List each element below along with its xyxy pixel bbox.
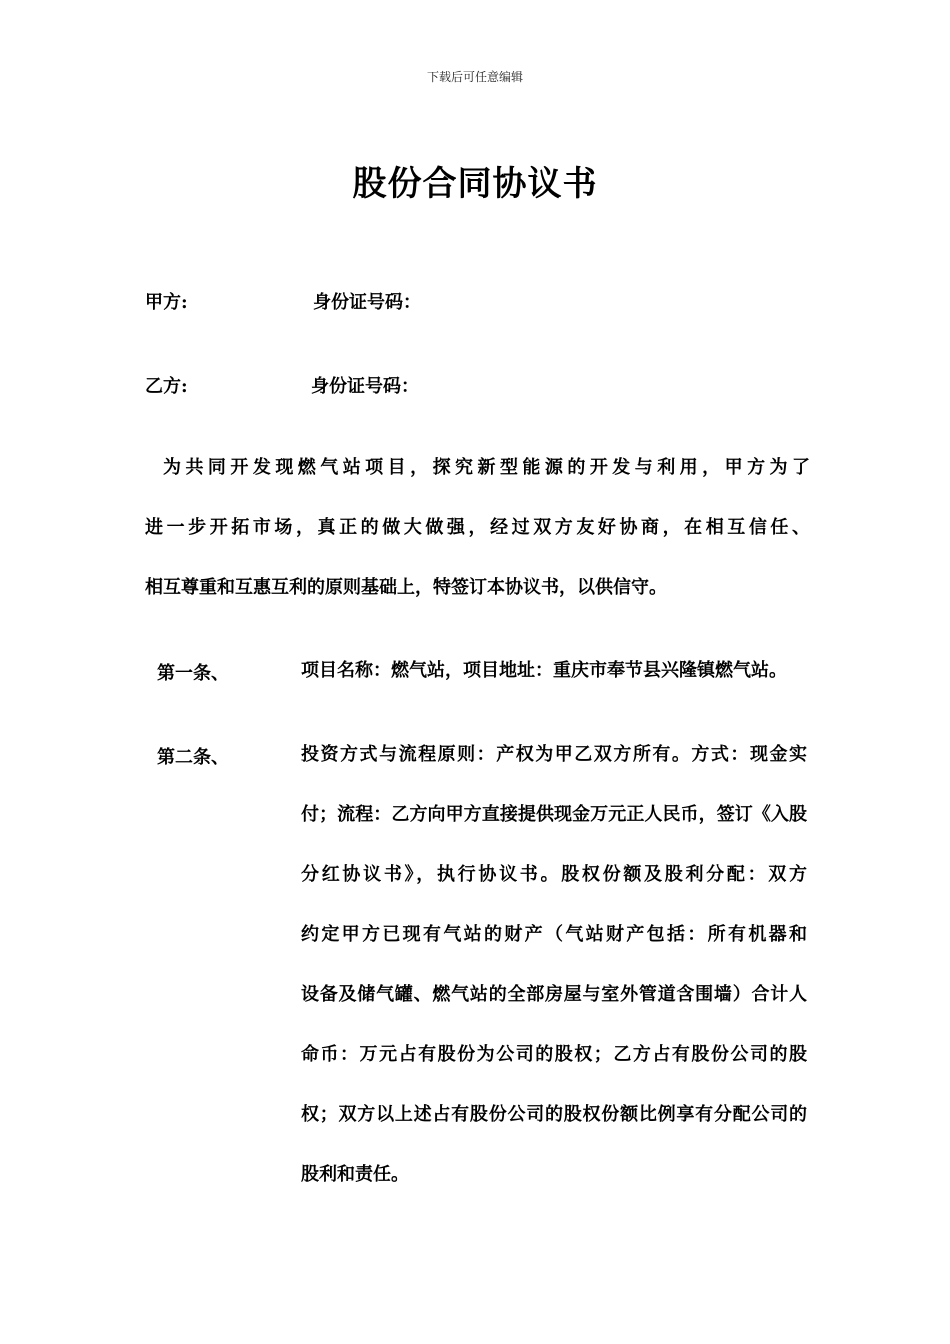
document-title: 股份合同协议书 — [352, 164, 598, 204]
article-2-label: 第二条、 — [157, 747, 229, 768]
article-line: 股利和责任。 — [301, 1164, 409, 1185]
article-line: 投资方式与流程原则：产权为甲乙双方所有。方式：现金实 — [301, 744, 807, 765]
article-2-body — [301, 743, 807, 1223]
article-line: 分红协议书》，执行协议书。股权份额及股利分配：双方 — [301, 864, 807, 885]
header-note: 下载后可任意编辑 — [426, 70, 523, 84]
party-a-label: 甲方: — [145, 292, 188, 313]
article-line: 设备及储气罐、燃气站的全部房屋与室外管道含围墙）合计人 — [301, 984, 807, 1005]
party-a-id-label: 身份证号码： — [313, 292, 421, 313]
intro-line: 进一步开拓市场，真正的做大做强，经过双方友好协商，在相互信任、 — [145, 517, 810, 538]
article-line: 权；双方以上述占有股份公司的股权份额比例享有分配公司的 — [301, 1104, 807, 1125]
article-1-body — [301, 659, 807, 719]
article-1-label: 第一条、 — [157, 663, 229, 684]
intro-paragraph — [145, 456, 810, 636]
party-b-line — [145, 372, 419, 398]
intro-line: 为共同开发现燃气站项目，探究新型能源的开发与利用，甲方为了 — [163, 457, 810, 478]
party-b-id-label: 身份证号码： — [311, 376, 419, 397]
intro-line: 相互尊重和互惠互利的原则基础上，特签订本协议书，以供信守。 — [145, 577, 667, 598]
article-line: 项目名称：燃气站，项目地址：重庆市奉节县兴隆镇燃气站。 — [301, 660, 787, 681]
party-a-line — [145, 288, 421, 314]
article-line: 付；流程：乙方向甲方直接提供现金万元正人民币，签订《入股 — [301, 804, 807, 825]
article-line: 命币：万元占有股份为公司的股权；乙方占有股份公司的股 — [301, 1044, 807, 1065]
article-line: 约定甲方已现有气站的财产（气站财产包括：所有机器和 — [301, 924, 807, 945]
party-b-label: 乙方: — [145, 376, 188, 397]
